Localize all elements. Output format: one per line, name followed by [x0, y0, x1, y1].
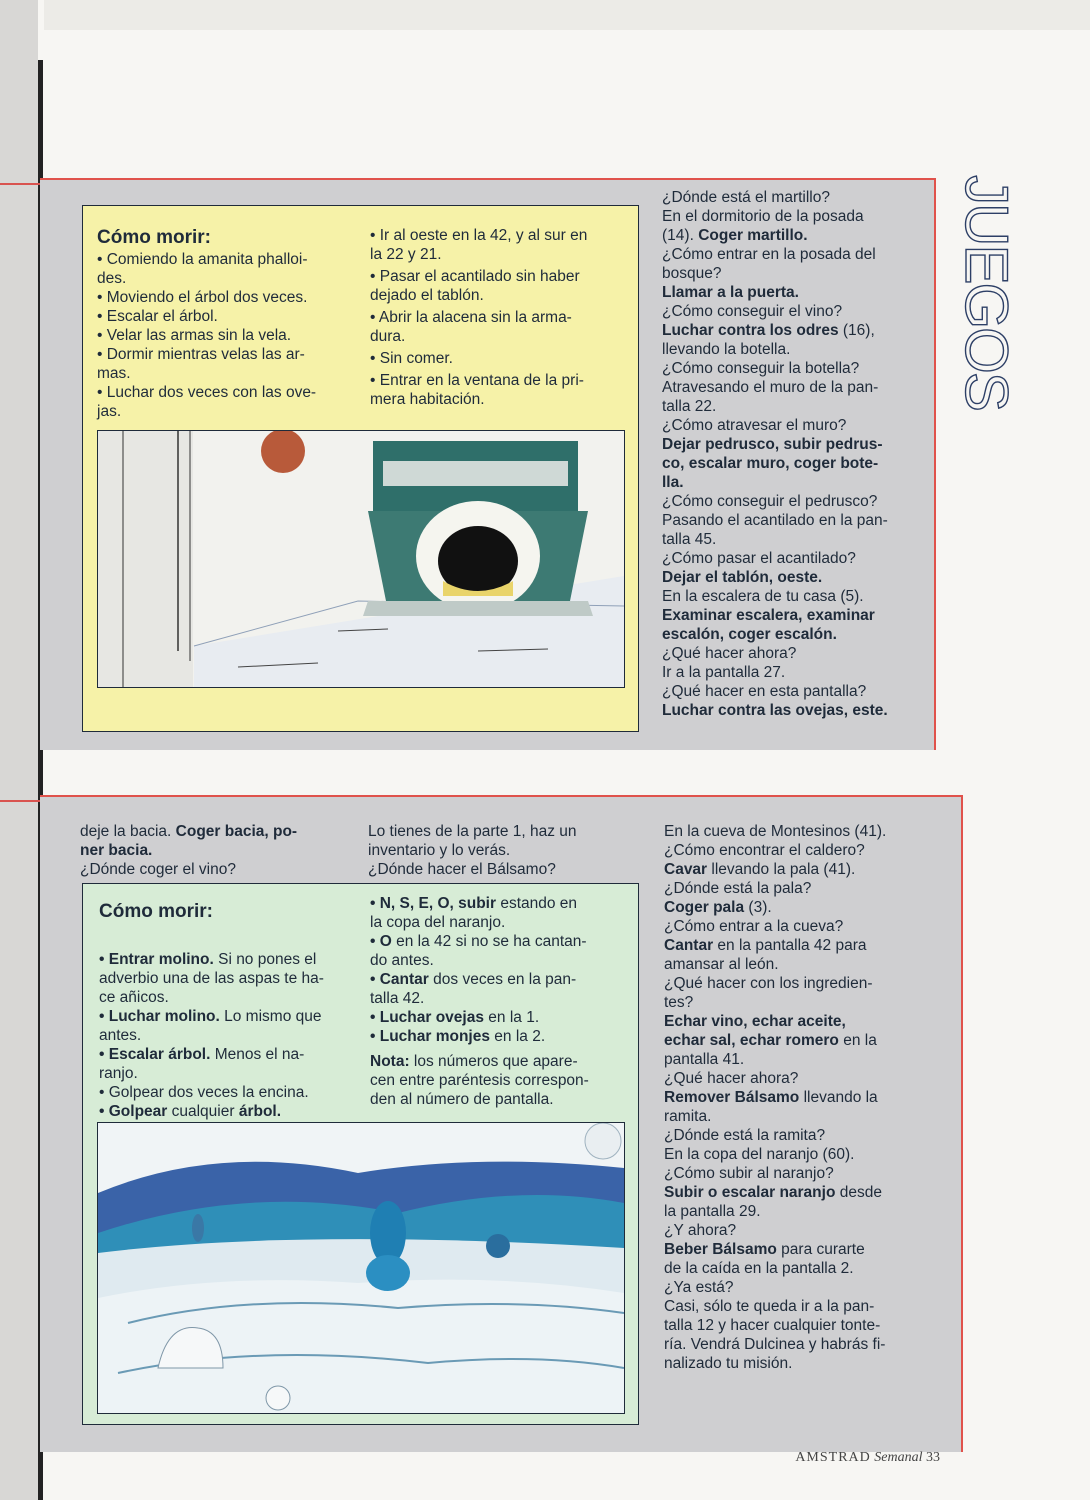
- cause-line: [370, 913, 630, 932]
- cause-line: • Comiendo la amanita phalloi-: [97, 251, 308, 268]
- walkthrough-line: [664, 1354, 934, 1373]
- nota-line-segment: cen entre paréntesis correspon-: [370, 1072, 589, 1089]
- walkthrough-line-segment: Beber Bálsamo: [664, 1241, 777, 1258]
- walkthrough-line: [664, 1069, 934, 1088]
- cause-line: mera habitación.: [370, 391, 485, 408]
- walkthrough-line-segment: llevando la: [799, 1089, 878, 1106]
- como-morir-right-column-2: [370, 894, 630, 1109]
- walkthrough-line: [662, 283, 932, 302]
- cause-line: • Escalar el árbol.: [97, 308, 218, 325]
- walkthrough-line-segment: Echar vino, echar aceite,: [664, 1013, 846, 1030]
- walkthrough-text: Examinar escalera, examinar: [662, 607, 875, 624]
- walkthrough-line: [662, 340, 932, 359]
- nota-line-segment: den al número de pantalla.: [370, 1091, 554, 1108]
- walkthrough-line-segment: pantalla 41.: [664, 1051, 745, 1068]
- cause-line-segment: • Entrar molino.: [99, 951, 214, 968]
- cause-line-segment: • Luchar monjes: [370, 1028, 490, 1045]
- walkthrough-text: Pasando el acantilado en la pan-: [662, 512, 888, 529]
- intro-text: ¿Dónde coger el vino?: [80, 861, 236, 878]
- cause-line: • Moviendo el árbol dos veces.: [97, 289, 308, 306]
- cause-line: jas.: [97, 403, 122, 420]
- como-morir-panel-2: [82, 883, 639, 1425]
- walkthrough-text: talla 45.: [662, 531, 717, 548]
- walkthrough-line: [664, 955, 934, 974]
- walkthrough-line: [664, 1316, 934, 1335]
- walkthrough-line-segment: tes?: [664, 994, 694, 1011]
- walkthrough-line: [662, 682, 932, 701]
- cause-line: [99, 1026, 359, 1045]
- cause-line-segment: la copa del naranjo.: [370, 914, 506, 931]
- como-morir-panel-1: [82, 205, 639, 732]
- cause-item: [370, 267, 625, 305]
- walkthrough-text: (14).: [662, 227, 699, 244]
- walkthrough-line: [664, 898, 934, 917]
- walkthrough-line-segment: ¿Y ahora?: [664, 1222, 737, 1239]
- walkthrough-line: [664, 860, 934, 879]
- cause-line: [99, 1045, 359, 1064]
- cause-line-segment: en la 2.: [489, 1028, 546, 1045]
- cause-line-segment: do antes.: [370, 952, 434, 969]
- walkthrough-text: Luchar contra las ovejas, este.: [662, 702, 888, 719]
- walkthrough-line-segment: amansar al león.: [664, 956, 779, 973]
- walkthrough-line: [664, 879, 934, 898]
- walkthrough-text: co, escalar muro, coger bote-: [662, 455, 879, 472]
- walkthrough-text: Atravesando el muro de la pan-: [662, 379, 879, 396]
- walkthrough-text: llevando la botella.: [662, 341, 791, 358]
- walkthrough-text: ¿Cómo pasar el acantilado?: [662, 550, 856, 567]
- como-morir-right-column: [370, 226, 625, 412]
- walkthrough-line-segment: ramita.: [664, 1108, 712, 1125]
- walkthrough-text: ¿Cómo entrar en la posada del: [662, 246, 876, 263]
- walkthrough-line: [662, 492, 932, 511]
- cause-line: dejado el tablón.: [370, 287, 484, 304]
- walkthrough-line: [662, 511, 932, 530]
- cause-line: [370, 1008, 630, 1027]
- intro-line: ¿Dónde hacer el Bálsamo?: [368, 861, 556, 878]
- walkthrough-line: [664, 1126, 934, 1145]
- cause-line-segment: Si no pones el: [213, 951, 317, 968]
- walkthrough-line: [662, 606, 932, 625]
- walkthrough-line-segment: echar sal, echar romero: [664, 1032, 839, 1049]
- nota-line: [370, 1071, 630, 1090]
- page-number: 33: [926, 1450, 940, 1465]
- cause-line-segment: cualquier: [167, 1103, 239, 1120]
- walkthrough-line-segment: Coger pala: [664, 899, 745, 916]
- nota-line-segment: Nota:: [370, 1053, 410, 1070]
- walkthrough-text: En el dormitorio de la posada: [662, 208, 864, 225]
- cause-line: [370, 989, 630, 1008]
- cause-line-segment: • Luchar ovejas: [370, 1009, 484, 1026]
- previous-page-edge: [0, 0, 38, 1500]
- walkthrough-text: En la escalera de tu casa (5).: [662, 588, 864, 605]
- intro-line: [80, 860, 350, 879]
- walkthrough-line-segment: ¿Qué hacer con los ingredien-: [664, 975, 873, 992]
- intro-column-1: [80, 822, 350, 879]
- walkthrough-line-segment: talla 12 y hacer cualquier tonte-: [664, 1317, 881, 1334]
- cause-line-segment: en la 42 si no se ha cantan-: [391, 933, 587, 950]
- cause-line: des.: [97, 270, 127, 287]
- walkthrough-line-segment: ¿Qué hacer ahora?: [664, 1070, 799, 1087]
- walkthrough-line: [662, 454, 932, 473]
- cause-item: [370, 308, 625, 346]
- walkthrough-line-segment: la pantalla 29.: [664, 1203, 761, 1220]
- walkthrough-text: ¿Cómo conseguir la botella?: [662, 360, 860, 377]
- walkthrough-text: ¿Qué hacer en esta pantalla?: [662, 683, 867, 700]
- walkthrough-line-segment: Casi, sólo te queda ir a la pan-: [664, 1298, 875, 1315]
- walkthrough-line: [664, 936, 934, 955]
- walkthrough-line: [662, 530, 932, 549]
- walkthrough-line: [662, 359, 932, 378]
- walkthrough-line: [664, 993, 934, 1012]
- walkthrough-line: [662, 321, 932, 340]
- walkthrough-line: [664, 1012, 934, 1031]
- walkthrough-line-segment: ¿Cómo subir al naranjo?: [664, 1165, 834, 1182]
- walkthrough-text: (16),: [838, 322, 875, 339]
- walkthrough-column-1: [662, 188, 932, 720]
- walkthrough-line: [664, 1031, 934, 1050]
- walkthrough-text: bosque?: [662, 265, 722, 282]
- section-label: JUEGOS: [952, 174, 1020, 410]
- cause-line-segment: Lo mismo que: [219, 1008, 322, 1025]
- walkthrough-line: [662, 549, 932, 568]
- cause-line-segment: dos veces en la pan-: [428, 971, 577, 988]
- footer-brand: AMSTRAD: [795, 1450, 871, 1465]
- walkthrough-line-segment: Subir o escalar naranjo: [664, 1184, 836, 1201]
- walkthrough-line-segment: llevando la pala (41).: [707, 861, 856, 878]
- walkthrough-text: escalón, coger escalón.: [662, 626, 837, 643]
- cause-line: [370, 970, 630, 989]
- walkthrough-line: [664, 1050, 934, 1069]
- walkthrough-line: [664, 1240, 934, 1259]
- walkthrough-line: [662, 245, 932, 264]
- walkthrough-line: [664, 1145, 934, 1164]
- cause-line-segment: • Escalar árbol.: [99, 1046, 211, 1063]
- page-footer: [760, 1450, 940, 1466]
- cause-line: [99, 1102, 359, 1121]
- cause-line-segment: • O: [370, 933, 392, 950]
- walkthrough-line-segment: Cantar: [664, 937, 714, 954]
- walkthrough-line: [662, 701, 932, 720]
- walkthrough-line: [662, 226, 932, 245]
- walkthrough-line-segment: ¿Cómo entrar a la cueva?: [664, 918, 844, 935]
- cause-item: [370, 226, 625, 264]
- walkthrough-line: [664, 917, 934, 936]
- cause-line: • Ir al oeste en la 42, y al sur en: [370, 227, 588, 244]
- walkthrough-line-segment: para curarte: [776, 1241, 865, 1258]
- cause-line-segment: • Golpear: [99, 1103, 168, 1120]
- page-top-edge: [44, 0, 1090, 30]
- cause-line: la 22 y 21.: [370, 246, 442, 263]
- cause-line: [370, 894, 630, 913]
- cause-line: [370, 932, 630, 951]
- footer-subtitle: Semanal: [874, 1450, 923, 1465]
- nota-line-segment: los números que apare-: [409, 1053, 578, 1070]
- intro-text: deje la bacia.: [80, 823, 176, 840]
- nota-line: [370, 1052, 630, 1071]
- cause-line-segment: adverbio una de las aspas te ha-: [99, 970, 324, 987]
- walkthrough-line-segment: en la pantalla 42 para: [713, 937, 867, 954]
- walkthrough-line-segment: nalizado tu misión.: [664, 1355, 793, 1372]
- como-morir-title-2: Cómo morir:: [99, 901, 213, 922]
- como-morir-left-column-2: [99, 900, 359, 1121]
- walkthrough-line: [664, 1202, 934, 1221]
- walkthrough-line: [662, 264, 932, 283]
- walkthrough-text: Dejar el tablón, oeste.: [662, 569, 823, 586]
- walkthrough-line: [662, 207, 932, 226]
- game-screenshot-fireplace: [97, 430, 625, 688]
- walkthrough-text: Ir a la pantalla 27.: [662, 664, 786, 681]
- nota-block: [370, 1052, 630, 1109]
- walkthrough-line: [662, 587, 932, 606]
- walkthrough-text: lla.: [662, 474, 684, 491]
- como-morir-title: Cómo morir:: [97, 227, 211, 248]
- walkthrough-line-segment: Remover Bálsamo: [664, 1089, 800, 1106]
- walkthrough-text: Dejar pedrusco, subir pedrus-: [662, 436, 883, 453]
- cause-line-segment: en la 1.: [483, 1009, 540, 1026]
- cause-item: [370, 349, 625, 368]
- nota-line: [370, 1090, 630, 1109]
- intro-bold: Coger bacia, po-: [175, 823, 298, 840]
- walkthrough-line: [664, 1297, 934, 1316]
- edge-rule-1: [0, 183, 40, 185]
- cause-line-segment: talla 42.: [370, 990, 425, 1007]
- cause-line: mas.: [97, 365, 131, 382]
- cause-line: • Abrir la alacena sin la arma-: [370, 309, 572, 326]
- walkthrough-line-segment: ¿Dónde está la ramita?: [664, 1127, 826, 1144]
- walkthrough-text: ¿Cómo conseguir el pedrusco?: [662, 493, 878, 510]
- walkthrough-column-2: [664, 822, 934, 1373]
- cause-line: • Pasar el acantilado sin haber: [370, 268, 580, 285]
- walkthrough-line: [662, 416, 932, 435]
- walkthrough-line-segment: desde: [835, 1184, 882, 1201]
- walkthrough-line: [664, 1221, 934, 1240]
- walkthrough-line: [662, 644, 932, 663]
- walkthrough-line-segment: En la cueva de Montesinos (41).: [664, 823, 887, 840]
- cause-line: • Sin comer.: [370, 350, 453, 367]
- como-morir-left-column: [97, 226, 347, 421]
- walkthrough-line: [664, 1335, 934, 1354]
- walkthrough-line-segment: (3).: [744, 899, 772, 916]
- cause-line: [370, 1027, 630, 1046]
- walkthrough-line: [664, 974, 934, 993]
- walkthrough-line-segment: ¿Dónde está la pala?: [664, 880, 812, 897]
- walkthrough-text: Luchar contra los odres: [662, 322, 839, 339]
- cause-line: • Velar las armas sin la vela.: [97, 327, 292, 344]
- cause-line: [99, 988, 359, 1007]
- walkthrough-line: [662, 473, 932, 492]
- cause-line-segment: • Golpear dos veces la encina.: [99, 1084, 309, 1101]
- walkthrough-line: [662, 568, 932, 587]
- edge-rule-2: [0, 800, 40, 802]
- walkthrough-line-segment: ¿Ya está?: [664, 1279, 734, 1296]
- walkthrough-text: ¿Cómo conseguir el vino?: [662, 303, 843, 320]
- cause-line-segment: ranjo.: [99, 1065, 138, 1082]
- walkthrough-line-segment: Cavar: [664, 861, 708, 878]
- walkthrough-line-segment: de la caída en la pantalla 2.: [664, 1260, 854, 1277]
- walkthrough-line: [664, 1164, 934, 1183]
- walkthrough-text: ¿Qué hacer ahora?: [662, 645, 797, 662]
- cause-line-segment: antes.: [99, 1027, 142, 1044]
- walkthrough-line-segment: en la: [838, 1032, 877, 1049]
- walkthrough-line-segment: En la copa del naranjo (60).: [664, 1146, 855, 1163]
- walkthrough-line: [664, 822, 934, 841]
- cause-line: [99, 969, 359, 988]
- intro-line: Lo tienes de la parte 1, haz un: [368, 823, 577, 840]
- intro-line: inventario y lo verás.: [368, 842, 511, 859]
- intro-line: [80, 822, 350, 841]
- cause-line: dura.: [370, 328, 406, 345]
- walkthrough-line-segment: ¿Cómo encontrar el caldero?: [664, 842, 865, 859]
- walkthrough-line: [662, 302, 932, 321]
- walkthrough-line: [662, 188, 932, 207]
- cause-line: • Dormir mientras velas las ar-: [97, 346, 305, 363]
- walkthrough-text: ¿Cómo atravesar el muro?: [662, 417, 847, 434]
- walkthrough-line: [664, 1183, 934, 1202]
- walkthrough-text: Llamar a la puerta.: [662, 284, 799, 301]
- cause-line-segment: Menos el na-: [210, 1046, 305, 1063]
- cause-line: [370, 951, 630, 970]
- walkthrough-line: [664, 1107, 934, 1126]
- walkthrough-line: [664, 1259, 934, 1278]
- walkthrough-bold: Coger martillo.: [698, 227, 808, 244]
- cause-line: [99, 1007, 359, 1026]
- cause-line-segment: • Luchar molino.: [99, 1008, 220, 1025]
- walkthrough-text: talla 22.: [662, 398, 717, 415]
- intro-line: [80, 841, 350, 860]
- walkthrough-line: [664, 841, 934, 860]
- walkthrough-line: [662, 397, 932, 416]
- cause-line: [99, 950, 359, 969]
- cause-item: [370, 371, 625, 409]
- walkthrough-line: [664, 1278, 934, 1297]
- cause-line-segment: • Cantar: [370, 971, 429, 988]
- intro-text: ner bacia.: [80, 842, 153, 859]
- game-screenshot-landscape: [97, 1122, 625, 1414]
- cause-line-segment: árbol.: [238, 1103, 282, 1120]
- cause-line: • Entrar en la ventana de la pri-: [370, 372, 584, 389]
- walkthrough-line: [662, 435, 932, 454]
- cause-line-segment: ce añicos.: [99, 989, 169, 1006]
- cause-line: [99, 1083, 359, 1102]
- cause-line-segment: estando en: [496, 895, 578, 912]
- cause-line: [99, 1064, 359, 1083]
- walkthrough-line: [664, 1088, 934, 1107]
- walkthrough-line: [662, 625, 932, 644]
- cause-line: • Luchar dos veces con las ove-: [97, 384, 317, 401]
- walkthrough-text: ¿Dónde está el martillo?: [662, 189, 830, 206]
- walkthrough-line-segment: ría. Vendrá Dulcinea y habrás fi-: [664, 1336, 886, 1353]
- walkthrough-line: [662, 378, 932, 397]
- cause-line-segment: • N, S, E, O, subir: [370, 895, 497, 912]
- intro-column-2: [368, 822, 638, 879]
- walkthrough-line: [662, 663, 932, 682]
